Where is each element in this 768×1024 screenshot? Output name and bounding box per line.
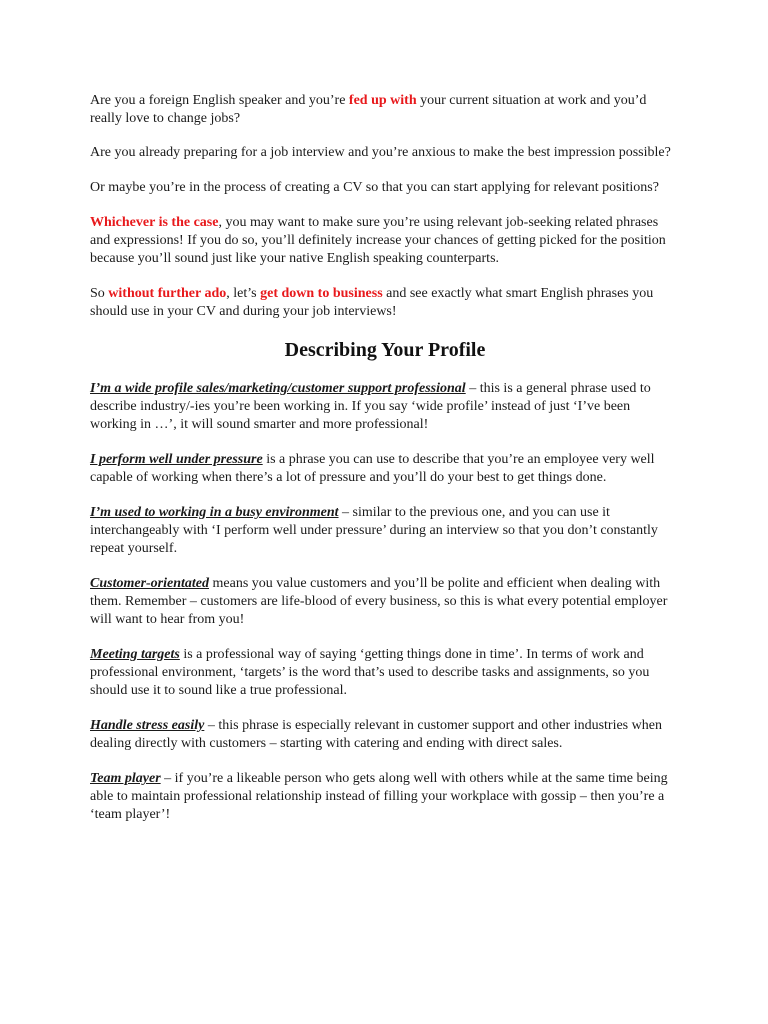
profile-term: Team player bbox=[90, 771, 161, 786]
profile-description: means you value customers and you’ll be polite and efficient when dealing with them. Remember – customers are life-blood of every business, so this is what every potential employer will want to hear from you! bbox=[90, 576, 668, 627]
profile-item bbox=[90, 717, 680, 753]
profile-description: – this phrase is especially relevant in customer support and other industries when dealing directly with customers – starting with catering and ending with direct sales. bbox=[90, 718, 662, 751]
profile-term: Meeting targets bbox=[90, 647, 180, 662]
profile-term: I perform well under pressure bbox=[90, 452, 263, 467]
profile-description: – this is a general phrase used to describe industry/-ies you’re been working in. If you say ‘wide profile’ instead of just ‘I’ve been working in …’, it will sound smarter and more professional! bbox=[90, 381, 651, 432]
intro-p4-post: , you may want to make sure you’re using relevant job-seeking related phrases and expressions! If you do so, you’ll definitely increase your chances of getting picked for the position because you’ll sound just like your native English speaking counterparts. bbox=[90, 215, 666, 266]
intro-paragraph-5 bbox=[90, 285, 680, 321]
intro-p5-pre: So bbox=[90, 286, 109, 301]
highlight-phrase: get down to business bbox=[260, 286, 383, 301]
section-heading: Describing Your Profile bbox=[284, 339, 486, 361]
intro-paragraph-2: Are you already preparing for a job interview and you’re anxious to make the best impression possible? bbox=[90, 145, 671, 160]
profile-term: I’m used to working in a busy environment bbox=[90, 505, 339, 520]
profile-item bbox=[90, 504, 680, 558]
intro-paragraph-1 bbox=[90, 92, 680, 128]
document-page bbox=[90, 92, 680, 841]
highlight-phrase: Whichever is the case bbox=[90, 215, 219, 230]
intro-paragraph-3: Or maybe you’re in the process of creating a CV so that you can start applying for relevant positions? bbox=[90, 180, 659, 195]
profile-term: Customer-orientated bbox=[90, 576, 210, 591]
intro-paragraph-4 bbox=[90, 214, 680, 268]
highlight-phrase: fed up with bbox=[348, 93, 417, 108]
profile-item bbox=[90, 770, 680, 824]
profile-description: is a professional way of saying ‘getting things done in time’. In terms of work and professional environment, ‘targets’ is the word that’s used to describe tasks and assignments, so you should use it to sound like a true professional. bbox=[90, 647, 650, 698]
intro-p1-pre: Are you a foreign English speaker and you’re bbox=[90, 93, 349, 108]
profile-item bbox=[90, 380, 680, 434]
intro-p1-post: your current situation at work and you’d really love to change jobs? bbox=[90, 93, 647, 126]
profile-description: – if you’re a likeable person who gets along well with others while at the same time being able to maintain professional relationship instead of filling your workplace with gossip – then you’re a ‘team player’! bbox=[90, 771, 668, 822]
intro-p5-post: and see exactly what smart English phrases you should use in your CV and during your job interviews! bbox=[90, 286, 654, 319]
intro-p5-mid: , let’s bbox=[226, 286, 261, 301]
profile-item bbox=[90, 575, 680, 629]
profile-description: is a phrase you can use to describe that you’re an employee very well capable of working when there’s a lot of pressure and you’ll do your best to get things done. bbox=[90, 452, 655, 485]
profile-item bbox=[90, 451, 680, 487]
profile-item bbox=[90, 646, 680, 700]
highlight-phrase: without further ado bbox=[108, 286, 227, 301]
profile-term: Handle stress easily bbox=[90, 718, 205, 733]
profile-description: – similar to the previous one, and you can use it interchangeably with ‘I perform well under pressure’ during an interview so that you don’t constantly repeat yourself. bbox=[90, 505, 658, 556]
profile-term: I’m a wide profile sales/marketing/customer support professional bbox=[90, 381, 466, 396]
